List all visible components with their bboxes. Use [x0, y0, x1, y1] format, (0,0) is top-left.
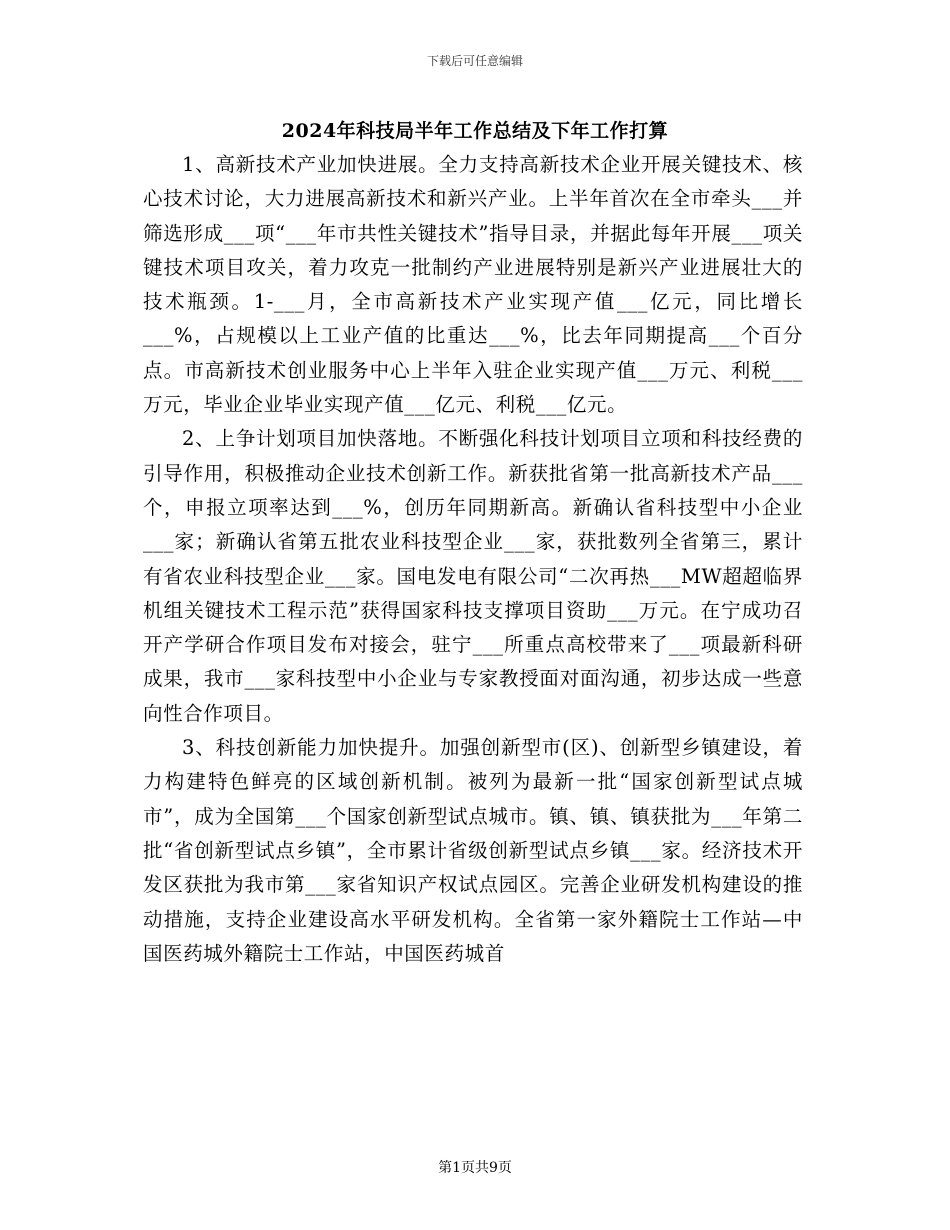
paragraph-3: 3、科技创新能力加快提升。加强创新型市(区)、创新型乡镇建设，着力构建特色鲜亮的区域创新机制。被列为最新一批“国家创新型试点城市”，成为全国第___个国家创新型试点城市。镇、镇、镇获批为___年第二批“省创新型试点乡镇”，全市累计省级创新型试点乡镇___家。经济技术开发区获批为我市第___家省知识产权试点园区。完善企业研发机构建设的推动措施，支持企业建设高水平研发机构。全省第一家外籍院士工作站—中国医药城外籍院士工作站，中国医药城首 [143, 736, 803, 965]
paragraph-2: 2、上争计划项目加快落地。不断强化科技计划项目立项和科技经费的引导作用，积极推动企业技术创新工作。新获批省第一批高新技术产品___个，申报立项率达到___%，创历年同期新高。新确认省科技型中小企业___家；新确认省第五批农业科技型企业___家，获批数列全省第三，累计有省农业科技型企业___家。国电发电有限公司“二次再热___MW超超临界机组关键技术工程示范”获得国家科技支撑项目资助___万元。在宁成功召开产学研合作项目发布对接会，驻宁___所重点高校带来了___项最新科研成果，我市___家科技型中小企业与专家教授面对面沟通，初步达成一些意向性合作项目。 [143, 427, 803, 725]
paragraph-1: 1、高新技术产业加快进展。全力支持高新技术企业开展关键技术、核心技术讨论，大力进展高新技术和新兴产业。上半年首次在全市牵头___并筛选形成___项“___年市共性关键技术”指导目录，并据此每年开展___项关键技术项目攻关，着力攻克一批制约产业进展特别是新兴产业进展壮大的技术瓶颈。1-___月，全市高新技术产业实现产值___亿元，同比增长___%，占规模以上工业产值的比重达___%，比去年同期提高___个百分点。市高新技术创业服务中心上半年入驻企业实现产值___万元、利税___万元，毕业企业毕业实现产值___亿元、利税___亿元。 [143, 153, 803, 417]
page-number: 第1页共9页 [438, 1160, 512, 1176]
document-body [143, 148, 803, 971]
header-note: 下载后可任意编辑 [426, 54, 523, 68]
document-title: 2024年科技局半年工作总结及下年工作打算 [281, 120, 669, 142]
